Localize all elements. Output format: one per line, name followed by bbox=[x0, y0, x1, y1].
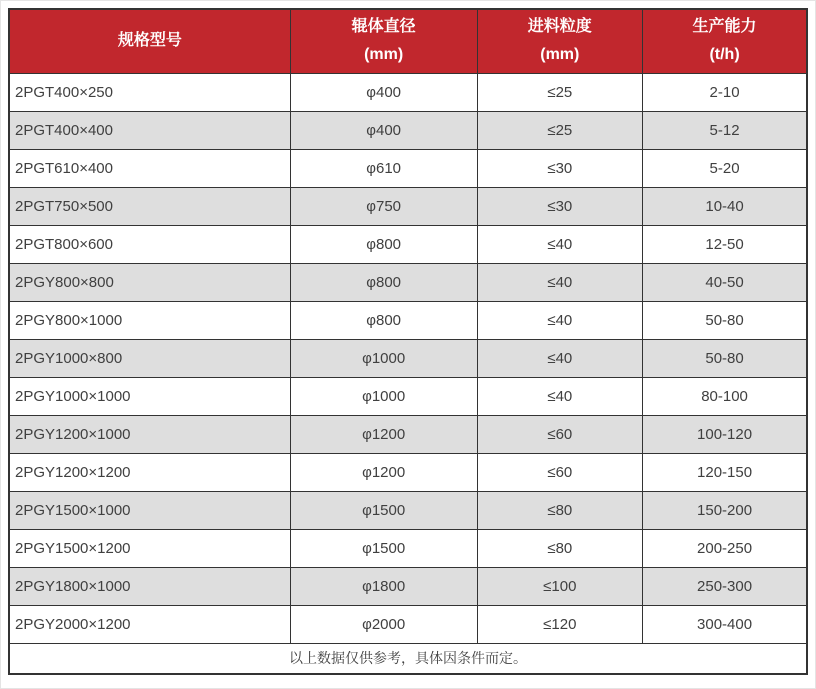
cell-model: 2PGY1000×800 bbox=[9, 339, 290, 377]
cell-feed-size: ≤40 bbox=[477, 339, 643, 377]
cell-feed-size: ≤60 bbox=[477, 415, 643, 453]
cell-capacity: 5-20 bbox=[643, 149, 807, 187]
column-title: 规格型号 bbox=[117, 32, 182, 50]
table-row bbox=[9, 225, 807, 263]
cell-capacity: 300-400 bbox=[643, 605, 807, 643]
cell-capacity: 50-80 bbox=[643, 339, 807, 377]
cell-feed-size: ≤80 bbox=[477, 529, 643, 567]
cell-feed-size: ≤40 bbox=[477, 377, 643, 415]
cell-roller-diameter: φ400 bbox=[290, 111, 477, 149]
cell-roller-diameter: φ1200 bbox=[290, 415, 477, 453]
header-row bbox=[9, 9, 807, 73]
cell-capacity: 50-80 bbox=[643, 301, 807, 339]
spec-table bbox=[8, 8, 808, 675]
cell-capacity: 80-100 bbox=[643, 377, 807, 415]
cell-model: 2PGY2000×1200 bbox=[9, 605, 290, 643]
cell-model: 2PGY1200×1200 bbox=[9, 453, 290, 491]
cell-model: 2PGY1500×1000 bbox=[9, 491, 290, 529]
table-footer-row bbox=[9, 643, 807, 674]
cell-capacity: 12-50 bbox=[643, 225, 807, 263]
cell-capacity: 5-12 bbox=[643, 111, 807, 149]
table-row bbox=[9, 73, 807, 111]
cell-roller-diameter: φ2000 bbox=[290, 605, 477, 643]
cell-model: 2PGY1800×1000 bbox=[9, 567, 290, 605]
cell-roller-diameter: φ400 bbox=[290, 73, 477, 111]
cell-roller-diameter: φ800 bbox=[290, 301, 477, 339]
cell-feed-size: ≤40 bbox=[477, 301, 643, 339]
table-row bbox=[9, 263, 807, 301]
table-row bbox=[9, 491, 807, 529]
cell-model: 2PGY1000×1000 bbox=[9, 377, 290, 415]
table-footnote: 以上数据仅供参考，具体因条件而定。 bbox=[9, 643, 807, 674]
table-row bbox=[9, 415, 807, 453]
cell-capacity: 120-150 bbox=[643, 453, 807, 491]
table-row bbox=[9, 453, 807, 491]
column-header-model bbox=[9, 9, 290, 73]
cell-capacity: 100-120 bbox=[643, 415, 807, 453]
cell-capacity: 150-200 bbox=[643, 491, 807, 529]
cell-roller-diameter: φ1000 bbox=[290, 339, 477, 377]
cell-feed-size: ≤60 bbox=[477, 453, 643, 491]
cell-feed-size: ≤25 bbox=[477, 111, 643, 149]
table-row bbox=[9, 529, 807, 567]
cell-feed-size: ≤30 bbox=[477, 149, 643, 187]
cell-feed-size: ≤120 bbox=[477, 605, 643, 643]
cell-roller-diameter: φ1500 bbox=[290, 491, 477, 529]
cell-capacity: 10-40 bbox=[643, 187, 807, 225]
column-header-roller-diameter bbox=[290, 9, 477, 73]
column-title: 生产能力 bbox=[692, 18, 757, 36]
column-header-capacity bbox=[643, 9, 807, 73]
cell-model: 2PGY1500×1200 bbox=[9, 529, 290, 567]
cell-model: 2PGT610×400 bbox=[9, 149, 290, 187]
cell-roller-diameter: φ1000 bbox=[290, 377, 477, 415]
cell-model: 2PGT400×400 bbox=[9, 111, 290, 149]
table-header bbox=[9, 9, 807, 73]
column-unit: (t/h) bbox=[709, 46, 740, 64]
cell-model: 2PGT750×500 bbox=[9, 187, 290, 225]
cell-capacity: 200-250 bbox=[643, 529, 807, 567]
cell-model: 2PGT800×600 bbox=[9, 225, 290, 263]
column-header-feed-size bbox=[477, 9, 643, 73]
column-title: 辊体直径 bbox=[351, 18, 416, 36]
cell-roller-diameter: φ800 bbox=[290, 263, 477, 301]
cell-feed-size: ≤25 bbox=[477, 73, 643, 111]
cell-capacity: 250-300 bbox=[643, 567, 807, 605]
table-row bbox=[9, 187, 807, 225]
column-unit: (mm) bbox=[540, 46, 580, 64]
table-row bbox=[9, 111, 807, 149]
cell-roller-diameter: φ800 bbox=[290, 225, 477, 263]
cell-feed-size: ≤100 bbox=[477, 567, 643, 605]
table-row bbox=[9, 301, 807, 339]
cell-capacity: 2-10 bbox=[643, 73, 807, 111]
cell-model: 2PGT400×250 bbox=[9, 73, 290, 111]
cell-feed-size: ≤40 bbox=[477, 225, 643, 263]
cell-roller-diameter: φ1800 bbox=[290, 567, 477, 605]
cell-roller-diameter: φ1200 bbox=[290, 453, 477, 491]
table-row bbox=[9, 149, 807, 187]
column-title: 进料粒度 bbox=[527, 18, 592, 36]
cell-model: 2PGY800×800 bbox=[9, 263, 290, 301]
table-row bbox=[9, 567, 807, 605]
cell-roller-diameter: φ1500 bbox=[290, 529, 477, 567]
cell-roller-diameter: φ610 bbox=[290, 149, 477, 187]
table-row bbox=[9, 339, 807, 377]
table-body bbox=[9, 73, 807, 643]
cell-feed-size: ≤40 bbox=[477, 263, 643, 301]
column-unit: (mm) bbox=[364, 46, 404, 64]
cell-feed-size: ≤80 bbox=[477, 491, 643, 529]
cell-feed-size: ≤30 bbox=[477, 187, 643, 225]
cell-model: 2PGY800×1000 bbox=[9, 301, 290, 339]
table-row bbox=[9, 377, 807, 415]
cell-capacity: 40-50 bbox=[643, 263, 807, 301]
cell-roller-diameter: φ750 bbox=[290, 187, 477, 225]
table-row bbox=[9, 605, 807, 643]
table-footer bbox=[9, 643, 807, 674]
cell-model: 2PGY1200×1000 bbox=[9, 415, 290, 453]
